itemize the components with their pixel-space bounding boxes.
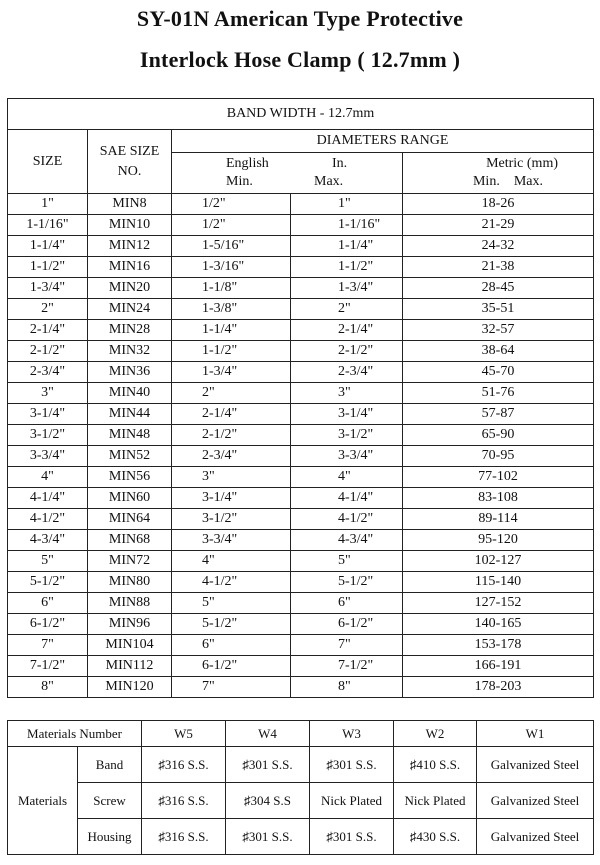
sae-cell: MIN48	[88, 425, 172, 446]
table-row	[8, 320, 594, 341]
table-row	[8, 425, 594, 446]
table-row	[8, 404, 594, 425]
table-row	[8, 446, 594, 467]
sae-cell: MIN88	[88, 593, 172, 614]
inch-max-cell: 2-1/2"	[291, 341, 403, 362]
band-width-header: BAND WIDTH - 12.7mm	[8, 99, 594, 130]
inch-min-cell: 3"	[172, 467, 291, 488]
sae-cell: MIN64	[88, 509, 172, 530]
metric-cell: 21-38	[403, 257, 594, 278]
table-row	[8, 572, 594, 593]
sae-cell: MIN80	[88, 572, 172, 593]
metric-min-label: Min.	[472, 174, 500, 189]
inch-min-cell: 1-3/16"	[172, 257, 291, 278]
table-row	[8, 341, 594, 362]
inch-min-cell: 3-1/2"	[172, 509, 291, 530]
inch-max-cell: 3"	[291, 383, 403, 404]
size-cell: 3-1/2"	[8, 425, 88, 446]
table-row	[8, 530, 594, 551]
inch-max-cell: 4-1/4"	[291, 488, 403, 509]
sae-header-line1: SAE SIZE	[99, 143, 160, 159]
material-cell: ♯301 S.S.	[226, 747, 310, 783]
size-cell: 5"	[8, 551, 88, 572]
size-column-header: SIZE	[8, 130, 88, 194]
table-row	[8, 593, 594, 614]
sae-cell: MIN28	[88, 320, 172, 341]
inch-min-cell: 2-1/4"	[172, 404, 291, 425]
table-row	[8, 551, 594, 572]
table-row	[8, 677, 594, 698]
part-label-band: Band	[78, 747, 142, 783]
metric-cell: 65-90	[403, 425, 594, 446]
inch-max-cell: 7"	[291, 635, 403, 656]
size-cell: 8"	[8, 677, 88, 698]
material-cell: ♯430 S.S.	[394, 819, 477, 855]
metric-cell: 127-152	[403, 593, 594, 614]
inch-label: In.	[332, 156, 348, 171]
inch-min-cell: 2"	[172, 383, 291, 404]
metric-label: Metric (mm)	[486, 156, 558, 171]
inch-min-cell: 6-1/2"	[172, 656, 291, 677]
inch-min-cell: 1-1/4"	[172, 320, 291, 341]
grade-header-w5: W5	[142, 721, 226, 747]
table-row	[8, 362, 594, 383]
sae-cell: MIN10	[88, 215, 172, 236]
material-cell: ♯301 S.S.	[226, 819, 310, 855]
table-row	[8, 194, 594, 215]
inch-max-cell: 5"	[291, 551, 403, 572]
grade-header-w2: W2	[394, 721, 477, 747]
sae-cell: MIN68	[88, 530, 172, 551]
sae-cell: MIN120	[88, 677, 172, 698]
inch-max-cell: 1-1/16"	[291, 215, 403, 236]
spec-table-body	[8, 194, 594, 698]
material-cell: Galvanized Steel	[477, 747, 594, 783]
sae-cell: MIN72	[88, 551, 172, 572]
metric-cell: 51-76	[403, 383, 594, 404]
english-max-label: Max.	[314, 174, 344, 189]
inch-min-cell: 4-1/2"	[172, 572, 291, 593]
inch-min-cell: 1-3/4"	[172, 362, 291, 383]
inch-max-cell: 4"	[291, 467, 403, 488]
metric-cell: 102-127	[403, 551, 594, 572]
english-header	[172, 153, 403, 194]
size-cell: 7"	[8, 635, 88, 656]
metric-cell: 115-140	[403, 572, 594, 593]
sae-cell: MIN56	[88, 467, 172, 488]
metric-cell: 153-178	[403, 635, 594, 656]
sae-cell: MIN112	[88, 656, 172, 677]
inch-max-cell: 1-1/2"	[291, 257, 403, 278]
inch-max-cell: 8"	[291, 677, 403, 698]
metric-cell: 32-57	[403, 320, 594, 341]
material-cell: ♯316 S.S.	[142, 819, 226, 855]
size-cell: 4-1/4"	[8, 488, 88, 509]
size-cell: 3-1/4"	[8, 404, 88, 425]
metric-cell: 28-45	[403, 278, 594, 299]
inch-max-cell: 3-1/2"	[291, 425, 403, 446]
inch-max-cell: 2-3/4"	[291, 362, 403, 383]
metric-cell: 35-51	[403, 299, 594, 320]
inch-max-cell: 2"	[291, 299, 403, 320]
inch-min-cell: 1-1/2"	[172, 341, 291, 362]
table-row	[8, 257, 594, 278]
inch-min-cell: 1-3/8"	[172, 299, 291, 320]
sae-header-line2: NO.	[117, 163, 142, 179]
table-row	[8, 747, 594, 783]
size-cell: 2-1/4"	[8, 320, 88, 341]
size-cell: 4"	[8, 467, 88, 488]
size-cell: 6"	[8, 593, 88, 614]
inch-min-cell: 5"	[172, 593, 291, 614]
metric-cell: 21-29	[403, 215, 594, 236]
material-cell: ♯304 S.S	[226, 783, 310, 819]
metric-cell: 83-108	[403, 488, 594, 509]
table-row	[8, 488, 594, 509]
metric-max-label: Max.	[513, 174, 543, 189]
inch-max-cell: 4-3/4"	[291, 530, 403, 551]
sae-cell: MIN20	[88, 278, 172, 299]
metric-cell: 166-191	[403, 656, 594, 677]
table-row	[8, 299, 594, 320]
metric-cell: 95-120	[403, 530, 594, 551]
english-min-label: Min.	[226, 174, 253, 189]
materials-number-header: Materials Number	[8, 721, 142, 747]
inch-min-cell: 1-5/16"	[172, 236, 291, 257]
sae-cell: MIN60	[88, 488, 172, 509]
spec-table	[7, 98, 594, 698]
metric-cell: 45-70	[403, 362, 594, 383]
inch-max-cell: 5-1/2"	[291, 572, 403, 593]
table-row	[8, 819, 594, 855]
table-row	[8, 383, 594, 404]
metric-cell: 89-114	[403, 509, 594, 530]
table-row	[8, 783, 594, 819]
material-cell: ♯410 S.S.	[394, 747, 477, 783]
inch-min-cell: 2-3/4"	[172, 446, 291, 467]
page-title-line1: SY-01N American Type Protective	[136, 6, 464, 31]
table-row	[8, 656, 594, 677]
grade-header-w3: W3	[310, 721, 394, 747]
inch-max-cell: 3-1/4"	[291, 404, 403, 425]
inch-min-cell: 7"	[172, 677, 291, 698]
inch-max-cell: 6-1/2"	[291, 614, 403, 635]
inch-max-cell: 6"	[291, 593, 403, 614]
materials-group-label: Materials	[8, 747, 78, 855]
material-cell: Galvanized Steel	[477, 819, 594, 855]
english-label: English	[226, 156, 269, 171]
material-cell: ♯316 S.S.	[142, 747, 226, 783]
part-label-screw: Screw	[78, 783, 142, 819]
metric-cell: 57-87	[403, 404, 594, 425]
size-cell: 1-1/16"	[8, 215, 88, 236]
table-row	[8, 467, 594, 488]
metric-cell: 77-102	[403, 467, 594, 488]
sae-column-header	[88, 130, 172, 194]
metric-cell: 24-32	[403, 236, 594, 257]
inch-min-cell: 1/2"	[172, 194, 291, 215]
metric-cell: 18-26	[403, 194, 594, 215]
size-cell: 4-1/2"	[8, 509, 88, 530]
inch-min-cell: 1/2"	[172, 215, 291, 236]
size-cell: 2-3/4"	[8, 362, 88, 383]
table-row	[8, 278, 594, 299]
size-cell: 4-3/4"	[8, 530, 88, 551]
inch-max-cell: 4-1/2"	[291, 509, 403, 530]
inch-max-cell: 3-3/4"	[291, 446, 403, 467]
size-cell: 3"	[8, 383, 88, 404]
size-cell: 2-1/2"	[8, 341, 88, 362]
table-row	[8, 635, 594, 656]
metric-minmax	[403, 173, 593, 191]
material-cell: ♯301 S.S.	[310, 819, 394, 855]
inch-max-cell: 1-1/4"	[291, 236, 403, 257]
material-cell: ♯301 S.S.	[310, 747, 394, 783]
material-cell: Galvanized Steel	[477, 783, 594, 819]
metric-cell: 178-203	[403, 677, 594, 698]
size-cell: 3-3/4"	[8, 446, 88, 467]
inch-min-cell: 5-1/2"	[172, 614, 291, 635]
inch-min-cell: 2-1/2"	[172, 425, 291, 446]
size-cell: 1"	[8, 194, 88, 215]
size-cell: 1-3/4"	[8, 278, 88, 299]
inch-max-cell: 7-1/2"	[291, 656, 403, 677]
size-cell: 6-1/2"	[8, 614, 88, 635]
metric-header	[403, 153, 594, 194]
sae-cell: MIN52	[88, 446, 172, 467]
inch-min-cell: 4"	[172, 551, 291, 572]
inch-max-cell: 1"	[291, 194, 403, 215]
page-title-line2: Interlock Hose Clamp ( 12.7mm )	[139, 47, 461, 72]
inch-max-cell: 1-3/4"	[291, 278, 403, 299]
sae-cell: MIN32	[88, 341, 172, 362]
grade-header-w4: W4	[226, 721, 310, 747]
size-cell: 2"	[8, 299, 88, 320]
metric-cell: 140-165	[403, 614, 594, 635]
sae-cell: MIN24	[88, 299, 172, 320]
grade-header-w1: W1	[477, 721, 594, 747]
sae-cell: MIN104	[88, 635, 172, 656]
table-row	[8, 614, 594, 635]
inch-min-cell: 6"	[172, 635, 291, 656]
inch-min-cell: 1-1/8"	[172, 278, 291, 299]
sae-cell: MIN96	[88, 614, 172, 635]
material-cell: ♯316 S.S.	[142, 783, 226, 819]
material-cell: Nick Plated	[310, 783, 394, 819]
sae-cell: MIN16	[88, 257, 172, 278]
inch-min-cell: 3-3/4"	[172, 530, 291, 551]
sae-cell: MIN40	[88, 383, 172, 404]
table-row	[8, 236, 594, 257]
size-cell: 5-1/2"	[8, 572, 88, 593]
metric-cell: 70-95	[403, 446, 594, 467]
inch-min-cell: 3-1/4"	[172, 488, 291, 509]
sae-cell: MIN12	[88, 236, 172, 257]
inch-max-cell: 2-1/4"	[291, 320, 403, 341]
size-cell: 7-1/2"	[8, 656, 88, 677]
table-row	[8, 215, 594, 236]
materials-table	[7, 720, 594, 855]
material-cell: Nick Plated	[394, 783, 477, 819]
sae-cell: MIN8	[88, 194, 172, 215]
diameters-range-header: DIAMETERS RANGE	[172, 130, 594, 153]
part-label-housing: Housing	[78, 819, 142, 855]
size-cell: 1-1/2"	[8, 257, 88, 278]
size-cell: 1-1/4"	[8, 236, 88, 257]
sae-cell: MIN44	[88, 404, 172, 425]
sae-cell: MIN36	[88, 362, 172, 383]
metric-cell: 38-64	[403, 341, 594, 362]
table-row	[8, 509, 594, 530]
